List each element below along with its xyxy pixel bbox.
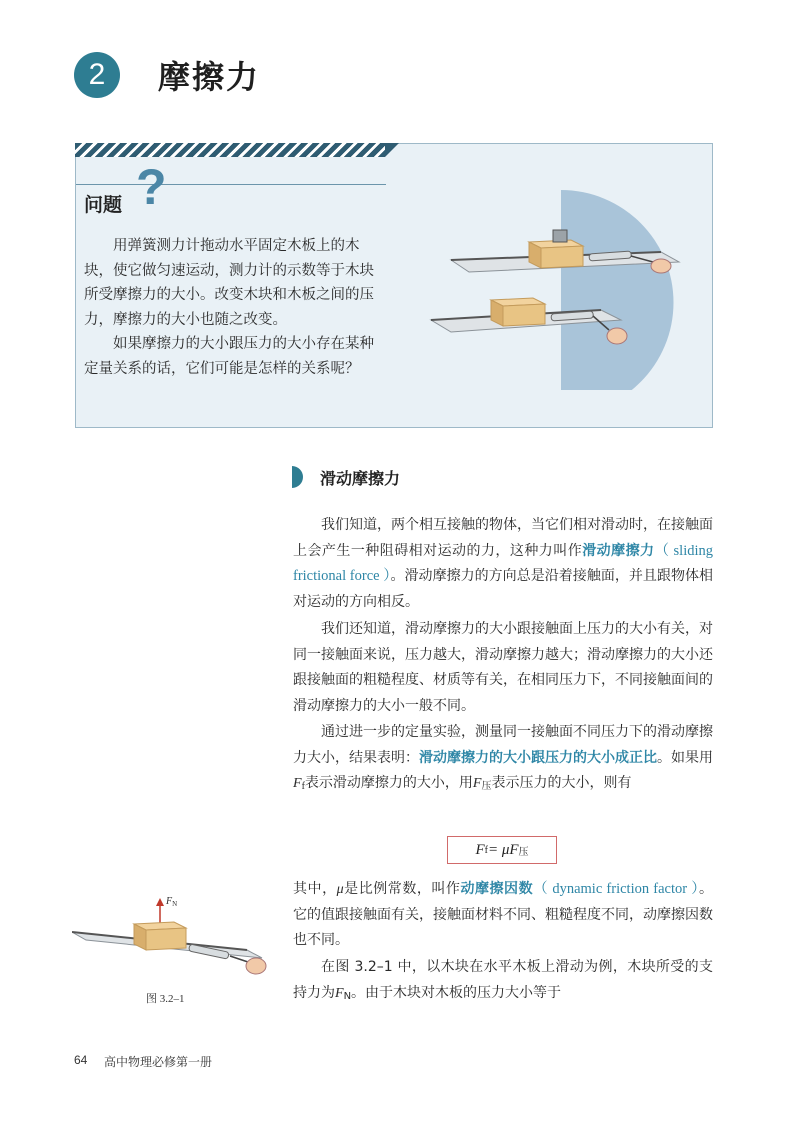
page-number: 64 bbox=[74, 1053, 88, 1067]
question-paragraph-1: 用弹簧测力计拖动水平固定木板上的木块，使它做匀速运动，测力计的示数等于木块所受摩擦力的大小。改变木块和木板之间的压力，摩擦力的大小也随之改变。 bbox=[84, 238, 374, 328]
question-paragraph-2: 如果摩擦力的大小跟压力的大小存在某种定量关系的话，它们可能是怎样的关系呢？ bbox=[84, 336, 374, 377]
term-sliding-friction: 滑动摩擦力 bbox=[582, 542, 655, 559]
question-box bbox=[75, 143, 713, 428]
term-english: （ sliding frictional force ） bbox=[293, 542, 714, 584]
term-proportional: 滑动摩擦力的大小跟压力的大小成正比 bbox=[419, 749, 657, 766]
paragraph-2: 我们还知道，滑动摩擦力的大小跟接触面上压力的大小有关，对同一接触面来说，压力越大，滑动摩擦力越大；滑动摩擦力的大小还跟接触面的粗糙程度、材质等有关，在相同压力下，不同接触面间的滑动摩擦力的大小一般不同。 bbox=[293, 621, 713, 714]
term-friction-factor: 动摩擦因数 bbox=[460, 881, 534, 897]
paragraph-3: 通过进一步的定量实验，测量同一接触面不同压力下的滑动摩擦力大小，结果表明：滑动摩擦力的大小跟压力的大小成正比。如果用$F_f$表示滑动摩擦力的大小，用$F_压$表示压力的大小，则有 bbox=[293, 724, 713, 792]
decorative-stripe bbox=[75, 143, 385, 157]
section-marker bbox=[292, 466, 303, 488]
question-text bbox=[84, 234, 384, 381]
paragraph-5: 在图 3.2–1 中，以木块在水平木板上滑动为例，木块所受的支持力为$F_N$。由于木块对木板的压力大小等于 bbox=[293, 959, 713, 1002]
question-heading: 问题 bbox=[84, 194, 123, 216]
term-english-2: （ dynamic friction factor ） bbox=[533, 881, 700, 897]
divider bbox=[76, 184, 386, 185]
question-mark-icon: ? bbox=[136, 159, 167, 215]
friction-formula: F f = μF 压 bbox=[447, 836, 557, 864]
paragraph-1: 我们知道，两个相互接触的物体，当它们相对滑动时，在接触面上会产生一种阻碍相对运动的力，这种力叫作滑动摩擦力（ sliding frictional force ）。滑动摩擦力的方向总是沿着接触面，并且跟物体相对运动的方向相反。 bbox=[293, 517, 714, 610]
book-title: 高中物理必修第一册 bbox=[104, 1055, 213, 1069]
figure-caption: 图 3.2–1 bbox=[146, 993, 185, 1005]
figure-3-2-1 bbox=[72, 890, 272, 1000]
normal-force-label: $F_N$ bbox=[166, 896, 178, 908]
hand bbox=[246, 958, 266, 974]
section-title: 滑动摩擦力 bbox=[320, 469, 401, 488]
experiment-illustration bbox=[421, 190, 714, 390]
chapter-title: 摩擦力 bbox=[158, 58, 261, 96]
half-disc-backdrop bbox=[561, 190, 674, 390]
chapter-number-badge: 2 bbox=[74, 52, 120, 98]
paragraph-4: 其中，μ是比例常数，叫作动摩擦因数（ dynamic friction factor ）。它的值跟接触面有关，接触面材料不同、粗糙程度不同，动摩擦因数也不同。 bbox=[293, 881, 714, 948]
